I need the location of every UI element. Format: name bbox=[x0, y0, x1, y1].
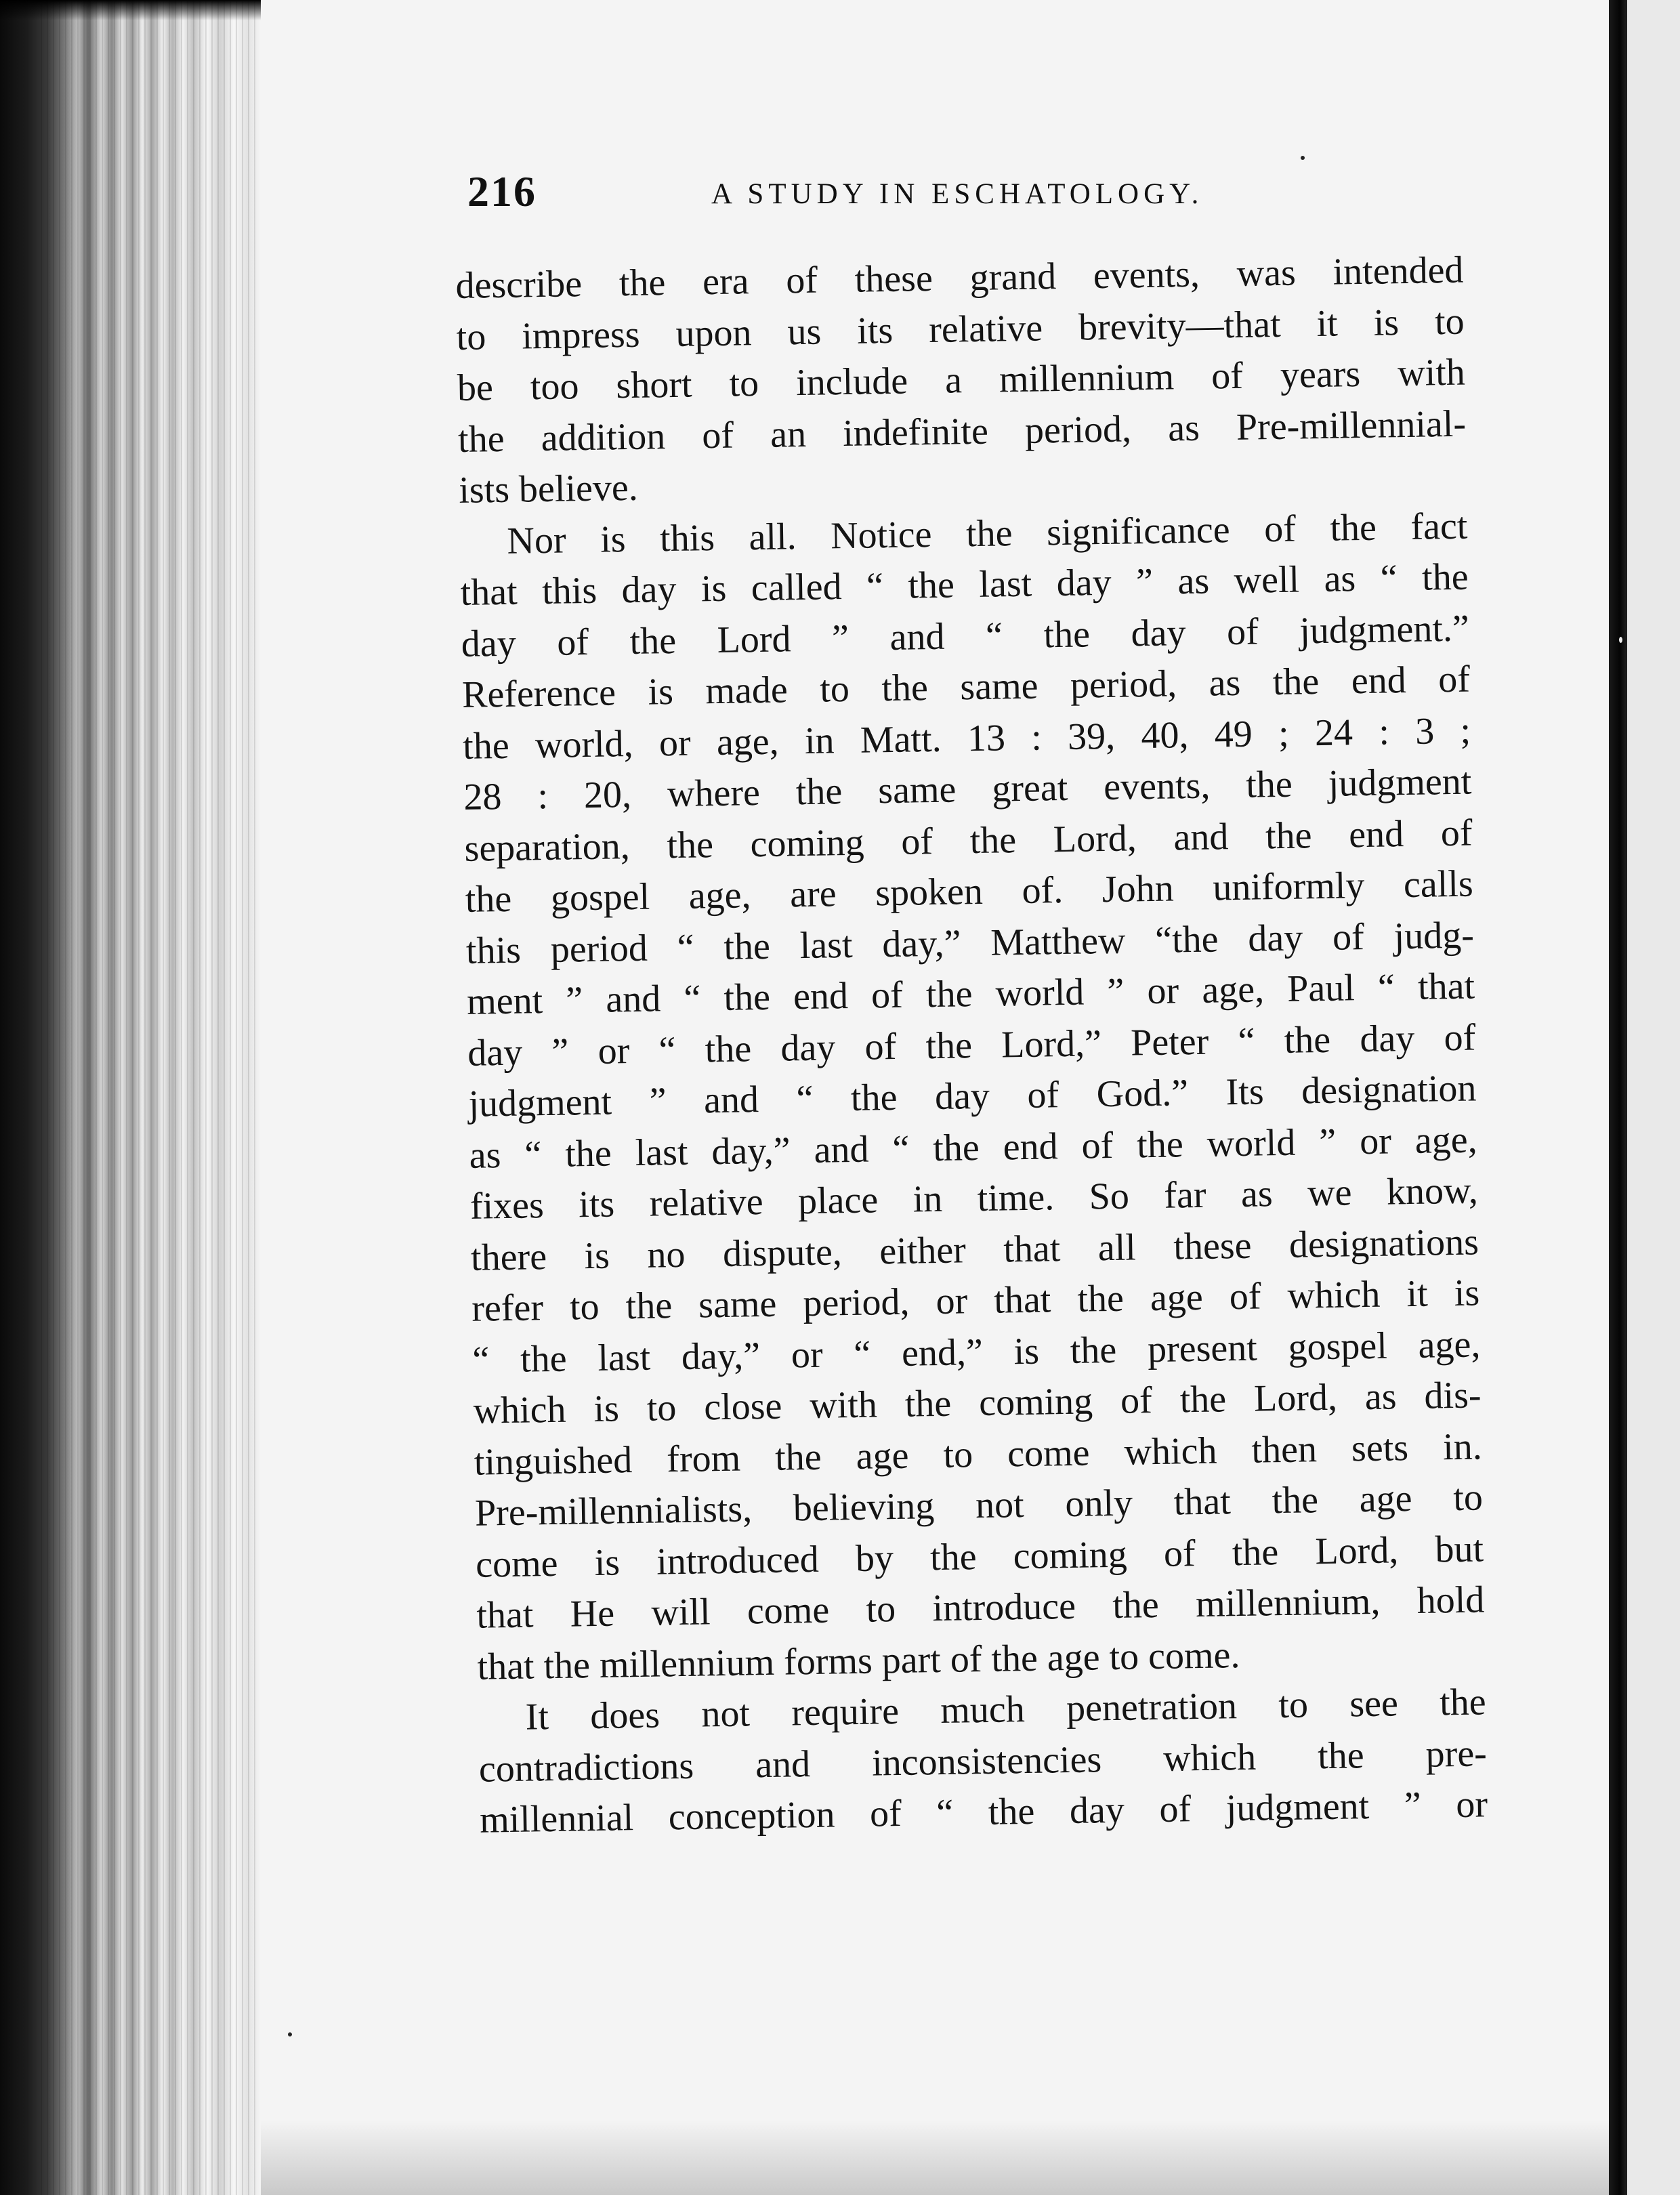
text-line: describe the era of these grand events, was intended bbox=[455, 249, 1464, 307]
top-shadow bbox=[0, 0, 261, 20]
paragraph-2 bbox=[459, 501, 1486, 1693]
scan-speck bbox=[1619, 637, 1622, 643]
text-line: contradictions and inconsistencies which the pre- bbox=[478, 1732, 1488, 1791]
text-line: that the millennium forms part of the age to come. bbox=[477, 1633, 1240, 1688]
text-line: refer to the same period, or that the age of which it is bbox=[471, 1272, 1480, 1330]
paragraph-3 bbox=[478, 1677, 1488, 1846]
text-line: to impress upon us its relative brevity—that it is to bbox=[456, 300, 1465, 358]
text-line: separation, the coming of the Lord, and the end of bbox=[464, 812, 1473, 870]
text-line: 28 : 20, where the same great events, the judgment bbox=[463, 760, 1472, 818]
text-line: there is no dispute, either that all these designations bbox=[470, 1220, 1479, 1279]
text-line: Nor is this all. Notice the significance of the fact bbox=[507, 505, 1468, 562]
page-edge-lines bbox=[41, 0, 257, 2195]
text-line: the world, or age, in Matt. 13 : 39, 40, 49 ; 24 : 3 ; bbox=[462, 709, 1471, 768]
text-line: ists believe. bbox=[458, 466, 639, 511]
text-line: which is to close with the coming of the Lord, as dis- bbox=[473, 1374, 1482, 1432]
text-line: judgment ” and “ the day of God.” Its designation bbox=[468, 1067, 1477, 1125]
text-line: Reference is made to the same period, as the end of bbox=[461, 658, 1471, 716]
scan-speck bbox=[288, 2032, 292, 2036]
running-title: A STUDY IN ESCHATOLOGY. bbox=[711, 178, 1204, 210]
page-bottom-shadow bbox=[261, 2120, 1609, 2195]
text-line: the gospel age, are spoken of. John uniformly calls bbox=[465, 862, 1474, 921]
paragraph-1 bbox=[455, 245, 1467, 517]
text-line: ment ” and “ the end of the world ” or age, Paul “ that bbox=[466, 965, 1475, 1023]
text-line: as “ the last day,” and “ the end of the world ” or age, bbox=[469, 1118, 1478, 1177]
right-gutter bbox=[1609, 0, 1627, 2195]
text-line: tinguished from the age to come which then sets in. bbox=[474, 1425, 1483, 1484]
text-line: be too short to include a millennium of years with bbox=[457, 351, 1466, 409]
text-line: It does not require much penetration to see the bbox=[525, 1681, 1487, 1738]
text-line: day ” or “ the day of the Lord,” Peter “ the day of bbox=[467, 1016, 1476, 1074]
text-line: that He will come to introduce the millennium, hold bbox=[476, 1579, 1485, 1637]
text-line: millennial conception of “ the day of judgment ” or bbox=[479, 1783, 1488, 1841]
page-number: 216 bbox=[467, 167, 537, 215]
body-text bbox=[455, 245, 1488, 1847]
text-line: the addition of an indefinite period, as Pre-millennial- bbox=[457, 402, 1467, 461]
text-line: that this day is called “ the last day ” as well as “ the bbox=[460, 556, 1469, 614]
text-line: Pre-millennialists, believing not only that the age to bbox=[474, 1476, 1484, 1534]
text-line: this period “ the last day,” Matthew “the day of judg- bbox=[465, 914, 1475, 972]
facing-page-edge bbox=[1627, 0, 1680, 2195]
scan-speck bbox=[1301, 156, 1305, 160]
running-header bbox=[467, 167, 1436, 221]
text-line: come is introduced by the coming of the Lord, but bbox=[475, 1527, 1484, 1586]
text-line: fixes its relative place in time. So far as we know, bbox=[469, 1169, 1479, 1228]
text-line: day of the Lord ” and “ the day of judgment.” bbox=[461, 607, 1470, 665]
text-line: “ the last day,” or “ end,” is the present gospel age, bbox=[471, 1322, 1481, 1381]
